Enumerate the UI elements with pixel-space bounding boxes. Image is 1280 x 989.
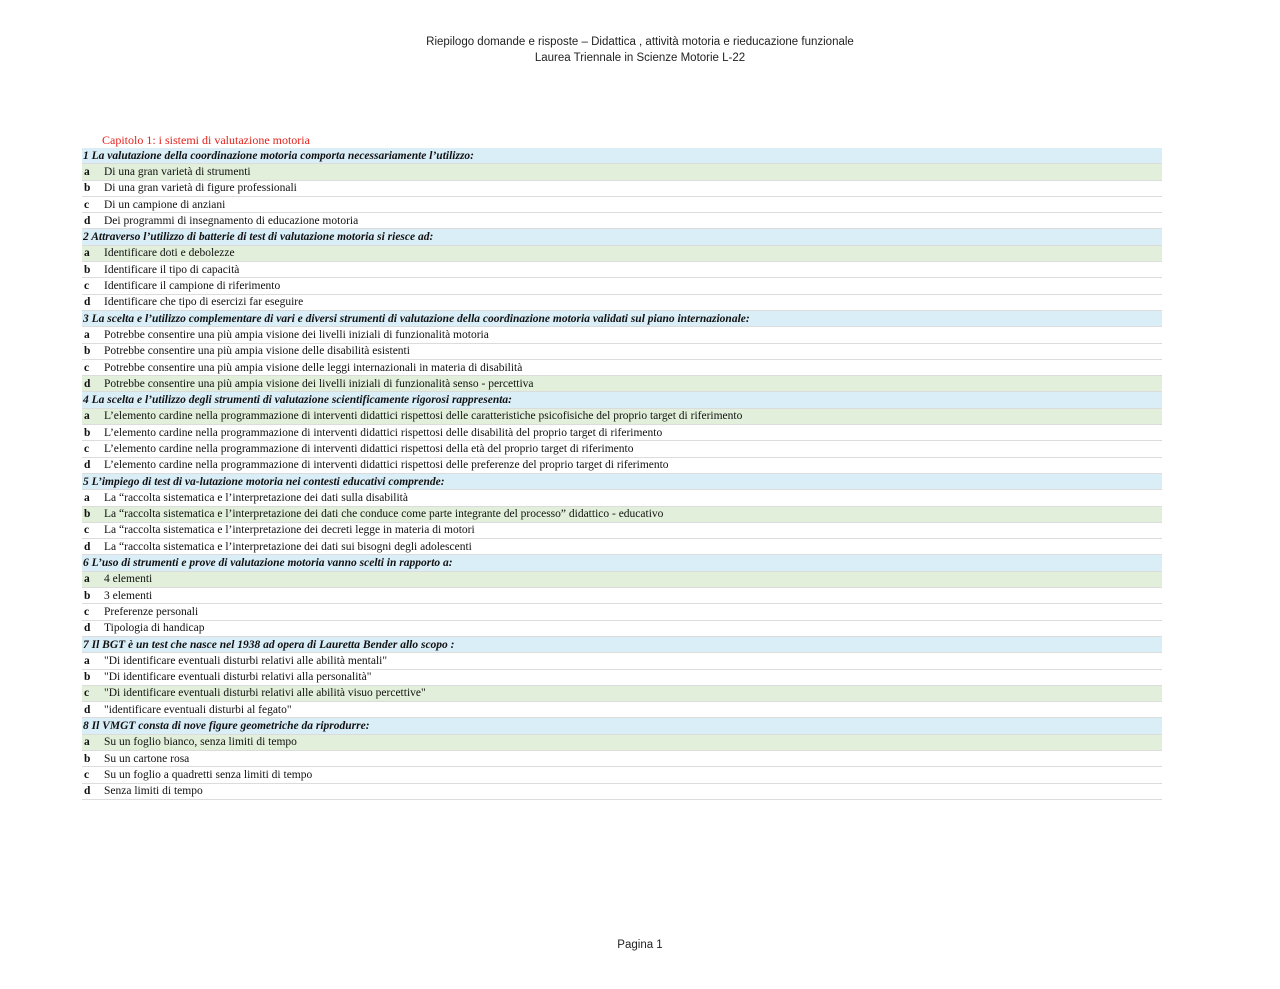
answer-text: Tipologia di handicap bbox=[104, 622, 205, 635]
answer-text: "Di identificare eventuali disturbi relativi alle abilità visuo percettive" bbox=[104, 687, 426, 700]
answer-letter: c bbox=[84, 605, 90, 618]
answer-row bbox=[82, 197, 1162, 213]
question-row bbox=[82, 311, 1162, 327]
answer-row bbox=[82, 653, 1162, 669]
question-row bbox=[82, 474, 1162, 490]
question-row bbox=[82, 718, 1162, 734]
answer-row bbox=[82, 621, 1162, 637]
answer-letter: d bbox=[84, 540, 91, 553]
question-text: 6 L’uso di strumenti e prove di valutazione motoria vanno scelti in rapporto a: bbox=[83, 557, 453, 570]
question-row bbox=[82, 392, 1162, 408]
answer-letter: a bbox=[84, 573, 90, 586]
answer-letter: b bbox=[84, 508, 91, 521]
answer-row bbox=[82, 262, 1162, 278]
question-text: 5 L’impiego di test di va-lutazione motoria nei contesti educativi comprende: bbox=[83, 475, 445, 488]
answer-letter: a bbox=[84, 165, 90, 178]
answer-row bbox=[82, 327, 1162, 343]
answer-row-correct bbox=[82, 164, 1162, 180]
answer-text: Dei programmi di insegnamento di educazione motoria bbox=[104, 214, 359, 227]
answer-letter: c bbox=[84, 687, 90, 700]
question-text: 7 Il BGT è un test che nasce nel 1938 ad opera di Lauretta Bender allo scopo : bbox=[83, 638, 455, 651]
answer-letter: b bbox=[84, 426, 91, 439]
answer-text: La “raccolta sistematica e l’interpretazione dei dati che conduce come parte integrante del processo” didattico - educativo bbox=[104, 508, 664, 521]
answer-text: "Di identificare eventuali disturbi relativi alla personalità" bbox=[104, 671, 372, 684]
answer-text: L’elemento cardine nella programmazione di interventi didattici rispettosi delle preferenze del proprio target di riferimento bbox=[104, 459, 669, 472]
answer-row bbox=[82, 181, 1162, 197]
answer-letter: a bbox=[84, 736, 90, 749]
question-text: 3 La scelta e l’utilizzo complementare di vari e diversi strumenti di valutazione della coordinazione motoria validati sul piano internazionale: bbox=[83, 312, 750, 325]
answer-text: Identificare il campione di riferimento bbox=[104, 280, 281, 293]
answer-text: Preferenze personali bbox=[104, 605, 199, 618]
answer-row bbox=[82, 458, 1162, 474]
answer-text: Potrebbe consentire una più ampia visione delle disabilità esistenti bbox=[104, 345, 410, 358]
answer-text: Identificare doti e debolezze bbox=[104, 247, 235, 260]
page-footer: Pagina 1 bbox=[617, 939, 663, 951]
answer-text: Su un cartone rosa bbox=[104, 752, 190, 765]
answer-text: Potrebbe consentire una più ampia visione dei livelli iniziali di funzionalità motoria bbox=[104, 328, 489, 341]
answer-letter: c bbox=[84, 768, 90, 781]
answer-letter: b bbox=[84, 589, 91, 602]
question-text: 1 La valutazione della coordinazione motoria comporta necessariamente l’utilizzo: bbox=[83, 149, 475, 162]
answer-row-correct bbox=[82, 376, 1162, 392]
answer-text: Identificare il tipo di capacità bbox=[104, 263, 240, 276]
page-header bbox=[0, 35, 1280, 66]
answer-letter: d bbox=[84, 296, 91, 309]
answer-text: Di una gran varietà di strumenti bbox=[104, 165, 251, 178]
answer-row bbox=[82, 344, 1162, 360]
answer-row-correct bbox=[82, 246, 1162, 262]
answer-row-correct bbox=[82, 686, 1162, 702]
answer-row-correct bbox=[82, 507, 1162, 523]
answer-text: La “raccolta sistematica e l’interpretazione dei dati sui bisogni degli adolescenti bbox=[104, 540, 472, 553]
answer-row bbox=[82, 702, 1162, 718]
answer-text: L’elemento cardine nella programmazione di interventi didattici rispettosi della età del proprio target di riferimento bbox=[104, 442, 634, 455]
answer-letter: c bbox=[84, 198, 90, 211]
answer-text: Senza limiti di tempo bbox=[104, 785, 203, 798]
header-subtitle: Laurea Triennale in Scienze Motorie L-22 bbox=[534, 51, 746, 64]
answer-row bbox=[82, 360, 1162, 376]
answer-row bbox=[82, 670, 1162, 686]
answer-letter: a bbox=[84, 247, 90, 260]
answer-letter: d bbox=[84, 459, 91, 472]
question-row bbox=[82, 555, 1162, 571]
answer-letter: a bbox=[84, 491, 90, 504]
answer-row bbox=[82, 767, 1162, 783]
answer-text: "identificare eventuali disturbi al fegato" bbox=[104, 703, 292, 716]
answer-letter: d bbox=[84, 785, 91, 798]
answer-text: "Di identificare eventuali disturbi relativi alle abilità mentali" bbox=[104, 654, 388, 667]
answer-row bbox=[82, 604, 1162, 620]
question-text: 8 Il VMGT consta di nove figure geometriche da riprodurre: bbox=[83, 720, 370, 733]
answer-text: La “raccolta sistematica e l’interpretazione dei decreti legge in materia di motori bbox=[104, 524, 475, 537]
header-title: Riepilogo domande e risposte – Didattica , attività motoria e rieducazione funzionale bbox=[426, 36, 854, 48]
answer-text: Potrebbe consentire una più ampia visione dei livelli iniziali di funzionalità senso - percettiva bbox=[104, 377, 534, 390]
answer-row bbox=[82, 213, 1162, 229]
answer-letter: d bbox=[84, 703, 91, 716]
answer-row-correct bbox=[82, 409, 1162, 425]
question-text: 2 Attraverso l’utilizzo di batterie di test di valutazione motoria si riesce ad: bbox=[83, 231, 434, 244]
answer-text: Di un campione di anziani bbox=[104, 198, 226, 211]
answer-row bbox=[82, 588, 1162, 604]
question-row bbox=[82, 637, 1162, 653]
answer-row bbox=[82, 539, 1162, 555]
question-text: 4 La scelta e l’utilizzo degli strumenti di valutazione scientificamente rigorosi rappresenta: bbox=[83, 394, 513, 407]
answer-letter: a bbox=[84, 410, 90, 423]
answer-letter: b bbox=[84, 752, 91, 765]
question-row bbox=[82, 148, 1162, 164]
answer-letter: b bbox=[84, 263, 91, 276]
answer-row bbox=[82, 751, 1162, 767]
answer-letter: b bbox=[84, 182, 91, 195]
answer-text: L’elemento cardine nella programmazione di interventi didattici rispettosi delle caratteristiche psicofisiche del proprio target di riferimento bbox=[104, 410, 743, 423]
answer-text: Su un foglio bianco, senza limiti di tempo bbox=[104, 736, 297, 749]
answer-text: 4 elementi bbox=[104, 573, 153, 586]
answer-text: La “raccolta sistematica e l’interpretazione dei dati sulla disabilità bbox=[104, 491, 408, 504]
answer-text: L’elemento cardine nella programmazione di interventi didattici rispettosi delle disabilità del proprio target di riferimento bbox=[104, 426, 663, 439]
chapter-title: Capitolo 1: i sistemi di valutazione motoria bbox=[102, 133, 310, 147]
answer-letter: c bbox=[84, 442, 90, 455]
answer-letter: d bbox=[84, 622, 91, 635]
answer-letter: c bbox=[84, 280, 90, 293]
answer-text: Di una gran varietà di figure professionali bbox=[104, 182, 297, 195]
answer-text: Su un foglio a quadretti senza limiti di tempo bbox=[104, 768, 313, 781]
answer-text: Identificare che tipo di esercizi far eseguire bbox=[104, 296, 304, 309]
answer-letter: d bbox=[84, 377, 91, 390]
answer-text: Potrebbe consentire una più ampia visione delle leggi internazionali in materia di disabilità bbox=[104, 361, 523, 374]
answer-row-correct bbox=[82, 572, 1162, 588]
answer-row bbox=[82, 523, 1162, 539]
answer-row-correct bbox=[82, 735, 1162, 751]
answer-text: 3 elementi bbox=[104, 589, 153, 602]
answer-row bbox=[82, 425, 1162, 441]
answer-letter: a bbox=[84, 654, 90, 667]
question-row bbox=[82, 229, 1162, 245]
answer-row bbox=[82, 490, 1162, 506]
answer-row bbox=[82, 278, 1162, 294]
answer-letter: d bbox=[84, 214, 91, 227]
answer-letter: a bbox=[84, 328, 90, 341]
answer-row bbox=[82, 441, 1162, 457]
answer-letter: c bbox=[84, 361, 90, 374]
answer-row bbox=[82, 784, 1162, 800]
answer-letter: b bbox=[84, 345, 91, 358]
answer-letter: b bbox=[84, 671, 91, 684]
answer-row bbox=[82, 295, 1162, 311]
questions-table bbox=[82, 148, 1162, 800]
answer-letter: c bbox=[84, 524, 90, 537]
